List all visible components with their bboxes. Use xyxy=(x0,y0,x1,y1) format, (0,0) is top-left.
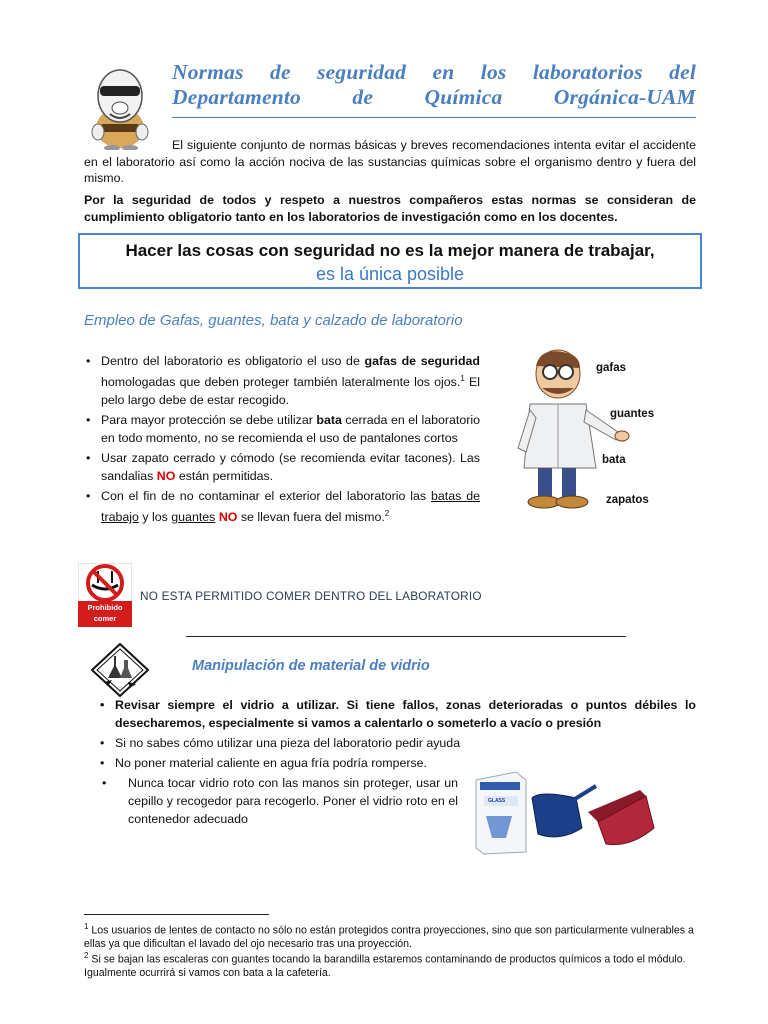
label-gafas: gafas xyxy=(596,362,627,374)
label-zapatos: zapatos xyxy=(606,494,649,506)
text-bold: gafas de seguridad xyxy=(364,354,480,368)
label-bata: bata xyxy=(602,454,626,466)
list-item xyxy=(84,411,480,447)
footnote-1 xyxy=(84,920,696,952)
warning-no: NO xyxy=(156,469,176,484)
intro-paragraph-2: Por la seguridad de todos y respeto a nuestros compañeros estas normas se consideran de cumplimiento obligatorio tanto en los laboratorios de investigación como en los docentes. xyxy=(84,193,696,224)
text-underlined: guantes xyxy=(171,510,216,525)
scientist-illustration xyxy=(500,348,690,516)
callout-line-1: Hacer las cosas con seguridad no es la mejor manera de trabajar, xyxy=(125,241,655,260)
no-eating-sign xyxy=(78,563,132,627)
text-run: cerrada en el laboratorio en todo momento, no se recomienda el uso de pantalones cortos xyxy=(101,413,480,446)
text-run: Dentro del laboratorio es obligatorio el uso de xyxy=(101,354,365,368)
callout-line-2: es la única posible xyxy=(315,264,465,284)
list-item: • Revisar siempre el vidrio a utilizar. Si tiene fallos, zonas deterioradas o puntos débiles lo desecharemos, especialmente si vamos a calentarlo o someterlo a vacío o presión xyxy=(98,696,696,732)
section-divider xyxy=(186,636,626,637)
footnote-ref: 1 xyxy=(460,374,465,383)
no-eating-text: NO ESTA PERMITIDO COMER DENTRO DEL LABORATORIO xyxy=(140,589,482,603)
safety-callout-box xyxy=(78,233,702,289)
text-run: se llevan fuera del mismo. xyxy=(237,510,385,525)
footnote-text: Los usuarios de lentes de contacto no sólo no están protegidos contra proyecciones, sino que son particularmente vulnerables a ellas ya que dificultan el lavado del ojo necesario tras una proyección. xyxy=(84,924,694,951)
text-run: El pelo largo debe de estar recogido. xyxy=(101,375,480,408)
title-underline xyxy=(172,117,696,118)
list-item: • No poner material caliente en agua fría podría romperse. xyxy=(98,754,696,772)
page-title: Normas de seguridad en los laboratorios del Departamento de Química Orgánica-UAM xyxy=(172,60,696,109)
sign-text-1: Prohibido xyxy=(87,603,123,612)
list-item xyxy=(84,487,480,526)
footnote-ref: 2 xyxy=(384,509,390,519)
footnote-text: Si se bajan las escaleras con guantes tocando la barandilla estaremos contaminando de productos químicos a todo el módulo. Igualmente ocurrirá si vamos con bata a la cafetería. xyxy=(84,953,686,980)
text-run: están permitidas. xyxy=(175,469,274,484)
section-heading-ppe: Empleo de Gafas, guantes, bata y calzado de laboratorio xyxy=(84,312,463,329)
list-item: • Si no sabes cómo utilizar una pieza del laboratorio pedir ayuda xyxy=(98,734,696,752)
text-run: Con el fin de no contaminar el exterior del laboratorio las xyxy=(101,489,431,504)
text-run: y los xyxy=(138,510,172,525)
footnote-2 xyxy=(84,949,696,981)
text-run: homologadas que deben proteger también lateralmente los ojos. xyxy=(101,375,461,390)
text-bold: bata xyxy=(316,413,342,428)
footnote-number: 1 xyxy=(84,922,89,931)
intro-paragraph-1: El siguiente conjunto de normas básicas y breves recomendaciones intenta evitar el accidente en el laboratorio así como la acción nociva de las sustancias químicas sobre el organismo dentro y fuera del mismo. xyxy=(84,138,696,185)
text-run: Para mayor protección se debe utilizar xyxy=(101,413,317,428)
warning-no: NO xyxy=(218,510,238,525)
ppe-list xyxy=(84,352,480,528)
section-heading-glass: Manipulación de material de vidrio xyxy=(192,658,430,674)
list-item xyxy=(84,449,480,485)
glass-disposal-illustration xyxy=(470,768,698,856)
glass-hazard-icon xyxy=(88,642,152,698)
text-underlined: batas de trabajo xyxy=(101,489,480,525)
sign-text-2: comer xyxy=(93,614,117,623)
text-run: Usar zapato cerrado y cómodo (se recomienda evitar tacones). Las sandalias xyxy=(101,451,480,484)
box-label: GLASS xyxy=(488,798,506,804)
label-guantes: guantes xyxy=(610,408,655,420)
list-item: • Nunca tocar vidrio roto con las manos sin proteger, usar un cepillo y recogedor para recogerlo. Poner el vidrio roto en el contenedor adecuado xyxy=(98,774,458,828)
footnote-rule xyxy=(84,914,269,915)
list-item xyxy=(84,352,480,409)
footnote-number: 2 xyxy=(84,951,89,960)
